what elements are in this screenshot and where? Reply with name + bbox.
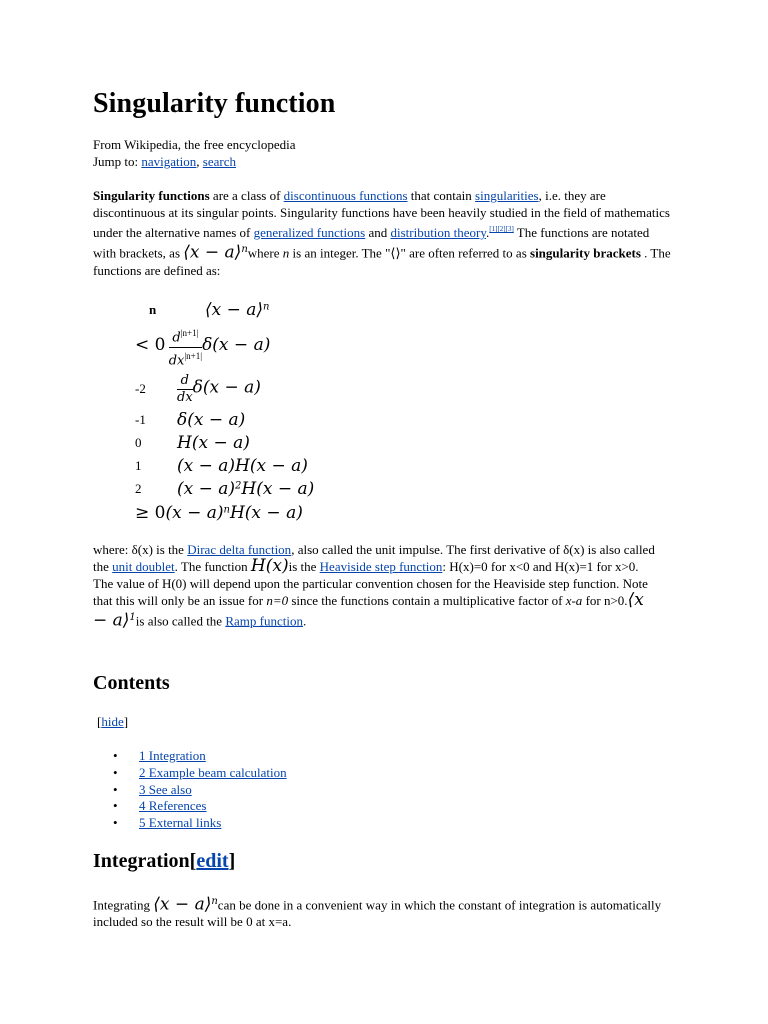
intro-text: , i.e. they are discontinuous at its singular points. Singularity functions have been heavily studied in the field of mathematics under the alternative names of: [93, 188, 670, 240]
intro-text: .: [486, 225, 490, 240]
row-function: δ(x − a): [177, 409, 246, 430]
bullet-icon: •: [113, 815, 118, 831]
header-n: n: [149, 302, 157, 317]
row-n: 2: [135, 481, 142, 496]
toc-link-references[interactable]: 4 References: [139, 798, 207, 814]
integration-paragraph: [93, 893, 673, 930]
table-row: [135, 431, 314, 454]
toc-link-see-also[interactable]: 3 See also: [139, 781, 192, 797]
table-row: [135, 408, 314, 431]
intro-text: The functions are notated with brackets, as: [93, 225, 650, 261]
definition-table: [135, 296, 314, 525]
jump-sep: ,: [196, 154, 203, 169]
integration-formula: ⟨x − a⟩: [153, 894, 212, 915]
integration-heading-text: Integration: [93, 850, 190, 872]
row-function: (x − a)H(x − a): [177, 455, 308, 476]
header-function-text: ⟨x − a⟩: [205, 300, 264, 320]
dirac-delta-link[interactable]: Dirac delta function: [187, 542, 292, 557]
frac-den: dx: [168, 352, 185, 368]
singularity-brackets-term: singularity brackets: [530, 245, 641, 261]
intro-bold-term: Singularity functions: [93, 188, 210, 203]
where-text: where: δ(x) is the: [93, 542, 188, 557]
intro-text: is an integer. The ": [289, 245, 391, 261]
singularities-link[interactable]: singularities: [475, 188, 539, 203]
page-title: Singularity function: [93, 88, 336, 119]
bullet-icon: •: [113, 798, 118, 814]
header-function: [177, 296, 314, 324]
frac-num-exp: |n+1|: [180, 328, 199, 339]
row-n: 1: [135, 457, 142, 473]
where-text: : H(x)=0 for x<0 and H(x)=1 for x>0. The value of H(0) will depend upon the particular convention chosen for the Heaviside step function. Note that this will only be an issue for: [93, 559, 648, 608]
table-row: [135, 501, 314, 525]
row-n: < 0: [135, 334, 166, 355]
derivative-fraction: [169, 325, 202, 369]
row-function: [177, 477, 314, 501]
distribution-theory-link[interactable]: distribution theory: [390, 225, 487, 240]
heaviside-formula: H(x): [250, 556, 289, 576]
where-text: .: [302, 613, 307, 629]
bracket-close: ]: [228, 850, 236, 872]
heaviside-link[interactable]: Heaviside step function: [319, 559, 443, 574]
integration-heading: [93, 850, 235, 873]
bullet-icon: •: [113, 781, 118, 797]
row-function-text: H(x − a): [241, 479, 315, 499]
where-text: is the: [288, 559, 320, 574]
row-n: -2: [135, 381, 146, 396]
row-function: δ(x − a): [202, 334, 271, 355]
where-text: since the functions contain a multiplicative factor of: [288, 593, 566, 608]
hide-toggle: [97, 714, 128, 730]
toc-item: [113, 782, 287, 799]
row-function-exp: n: [223, 504, 230, 516]
where-text: . The function: [174, 559, 251, 574]
where-paragraph: [93, 541, 661, 629]
table-row: [135, 454, 314, 477]
toc-link-beam[interactable]: 2 Example beam calculation: [139, 764, 287, 780]
row-function-exp: 2: [235, 480, 242, 492]
frac-den-exp: |n+1|: [184, 350, 203, 361]
jump-prefix: Jump to:: [93, 154, 142, 169]
row-function-text: δ(x − a): [192, 376, 261, 397]
integration-text: can be done in a convenient way in which the constant of integration is automatically included so the result will be 0 at x=a.: [93, 897, 662, 930]
jump-links: [93, 154, 236, 170]
table-header-row: [135, 296, 314, 324]
bullet-icon: •: [113, 748, 118, 763]
table-of-contents: [113, 748, 287, 832]
where-text: is also called the: [135, 613, 226, 629]
row-function: H(x − a): [177, 432, 250, 453]
tagline: From Wikipedia, the free encyclopedia: [93, 137, 296, 152]
bracket-open: [: [189, 850, 197, 872]
row-ge0: [135, 501, 314, 525]
where-text: , also called the unit impulse. The first derivative of δ(x) is also called the: [93, 542, 655, 574]
toc-item: [113, 748, 287, 765]
search-link[interactable]: search: [202, 154, 236, 169]
reference-links[interactable]: [1][2][3]: [489, 225, 514, 233]
frac-num: d: [177, 373, 193, 390]
intro-text: that contain: [407, 188, 476, 203]
brackets-symbol: ⟨⟩: [390, 246, 401, 262]
bracket-close: ]: [123, 714, 129, 729]
derivative-fraction: [177, 373, 193, 406]
row-function-text: (x − a): [165, 503, 224, 523]
bullet-icon: •: [113, 764, 118, 780]
toc-link-integration[interactable]: 1 Integration: [139, 748, 206, 763]
toc-item: [113, 765, 287, 782]
navigation-link[interactable]: navigation: [141, 154, 197, 169]
row-lt0: [135, 324, 314, 370]
ramp-function-link[interactable]: Ramp function: [225, 613, 303, 629]
frac-num: d: [172, 330, 181, 346]
integration-exponent: n: [211, 896, 218, 907]
bracket-formula: ⟨x − a⟩: [183, 242, 242, 263]
contents-heading: Contents: [93, 672, 170, 694]
frac-den: dx: [177, 389, 193, 405]
row-n: -1: [135, 411, 146, 427]
row-function-text: H(x − a): [229, 503, 303, 523]
toc-link-external[interactable]: 5 External links: [139, 815, 222, 831]
n-zero: n=0: [266, 593, 289, 608]
intro-text: are a class of: [209, 188, 284, 203]
intro-paragraph: [93, 187, 673, 279]
toc-item: [113, 798, 287, 815]
where-text: for n>0.: [582, 593, 628, 608]
ramp-formula: ⟨x − a⟩: [93, 590, 644, 631]
row-n: ≥ 0: [135, 503, 166, 523]
unit-doublet-link[interactable]: unit doublet: [112, 559, 175, 574]
edit-link[interactable]: edit: [196, 850, 229, 872]
intro-text: " are often referred to as: [400, 245, 531, 261]
intro-text: . The functions are defined as:: [93, 245, 671, 279]
table-row: [135, 370, 314, 408]
table-row: [135, 324, 314, 370]
integration-text: Integrating: [93, 897, 154, 913]
table-row: [135, 477, 314, 501]
intro-text: where: [247, 245, 283, 261]
bracket-exponent: n: [241, 244, 248, 255]
discontinuous-functions-link[interactable]: discontinuous functions: [283, 188, 408, 203]
hide-link[interactable]: hide: [101, 714, 124, 729]
generalized-functions-link[interactable]: generalized functions: [253, 225, 366, 240]
x-minus-a: x-a: [565, 593, 583, 608]
header-function-exp: n: [263, 301, 270, 313]
row-function-text: (x − a): [177, 479, 236, 499]
n-variable: n: [282, 245, 290, 261]
bracket-open: [: [97, 714, 102, 729]
row-n: 0: [135, 434, 142, 450]
ramp-exponent: 1: [129, 612, 136, 623]
row-function: [177, 370, 314, 408]
toc-item: [113, 815, 287, 832]
intro-text: and: [365, 225, 391, 240]
